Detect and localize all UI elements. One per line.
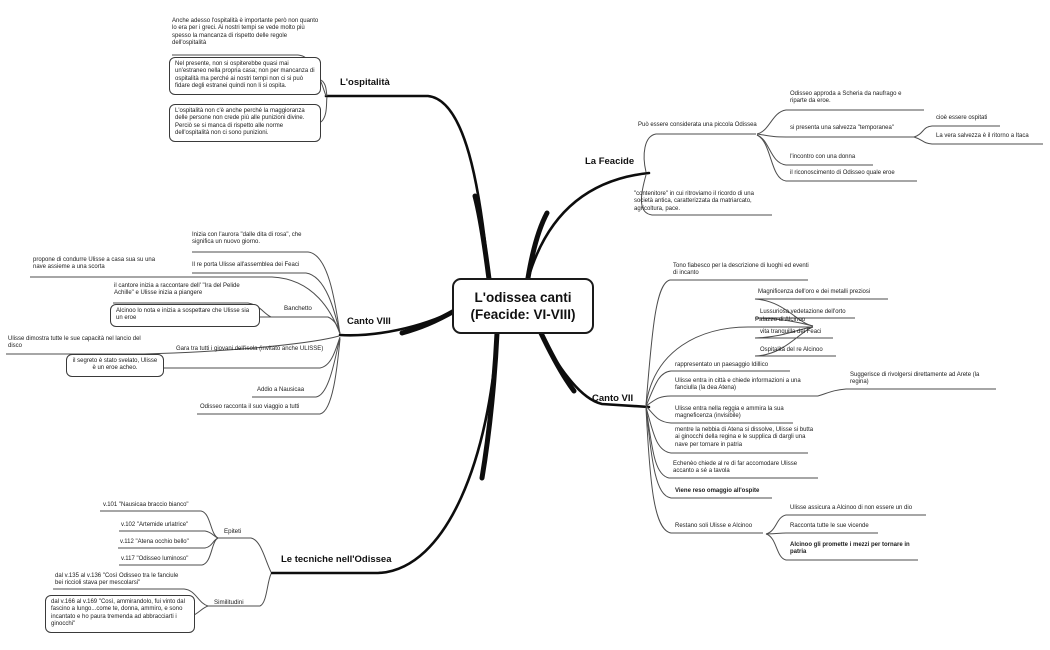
connector-suggerisce <box>818 389 996 396</box>
node-vera[interactable]: La vera salvezza è il ritorno a Itaca <box>936 133 1029 139</box>
connector-banchetto <box>271 317 340 333</box>
connector-vicende <box>766 533 878 534</box>
connector-tecniche-main <box>272 333 497 573</box>
node-cantore[interactable]: il cantore inizia a raccontare dell' "Ira del Pelide Achille" e Ulisse inizia a piangere <box>114 283 240 297</box>
node-similitudine-2[interactable]: dal v.166 al v.169 "Così, ammirandolo, fui vinto dal fascino a lungo...come te, donna, ammiro, e sono incantato e ho paura tremenda ad abbracciarti i ginocchi" <box>45 595 195 633</box>
node-gara[interactable]: Gara tra tutti i giovani dell'isola (invitato anche ULISSE) <box>176 346 324 352</box>
node-epiteti[interactable]: Epiteti <box>224 528 242 535</box>
node-citta[interactable]: Ulisse entra in città e chiede informazioni a una fanciulla (la dea Atena) <box>675 378 801 392</box>
node-racconta[interactable]: Odisseo racconta il suo viaggio a tutti <box>200 404 300 410</box>
node-epiteto-3[interactable]: v.112 "Atena occhio bello" <box>120 539 189 545</box>
connector-root-ospitalita <box>475 196 489 279</box>
node-alcinoo-nota[interactable]: Alcinoo lo nota e inizia a sospettare che Ulisse sia un eroe <box>110 304 260 327</box>
node-addio[interactable]: Addio a Nausicaa <box>257 387 305 393</box>
node-omaggio[interactable]: Viene reso omaggio all'ospite <box>675 488 760 494</box>
node-tono[interactable]: Tono fiabesco per la descrizione di luoghi ed eventi di incanto <box>673 263 809 277</box>
node-disco[interactable]: Ulisse dimostra tutte le sue capacità nel lancio del disco <box>8 336 141 350</box>
central-topic-line2: (Feacide: VI-VIII) <box>470 307 576 322</box>
node-propone[interactable]: propone di condurre Ulisse a casa sua su una nave assieme a una scorta <box>33 257 156 271</box>
connector-ospitalita-main <box>326 96 489 279</box>
node-vicende[interactable]: Racconta tutte le sue vicende <box>790 523 869 529</box>
branch-label-ospitalita[interactable]: L'ospitalità <box>340 77 390 88</box>
node-presente[interactable]: Nel presente, non si ospiterebbe quasi mai un'estraneo nella propria casa; non per mancanza di ospitalità ma perché ai nostri tempi non ci si può fidare degli estranei quindi non li si ospita. <box>169 57 321 95</box>
branch-label-canto8[interactable]: Canto VIII <box>347 316 391 327</box>
central-topic-line1: L'odissea canti <box>474 290 572 305</box>
connector-root-canto8 <box>402 310 456 333</box>
node-echeneo[interactable]: Echenèo chiede al re di far accomodare Ulisse accanto a sé a tavola <box>673 461 798 475</box>
node-promette[interactable]: Alcinoo gli promette i mezzi per tornare in patria <box>790 542 910 556</box>
node-epiteto-4[interactable]: v.117 "Odisseo luminoso" <box>121 556 189 562</box>
node-segreto[interactable]: il segreto è stato svelato, Ulisse è un eroe acheo. <box>66 354 164 377</box>
node-restano[interactable]: Restano soli Ulisse e Alcinoo <box>675 523 753 529</box>
branch-label-tecniche[interactable]: Le tecniche nell'Odissea <box>281 554 392 565</box>
node-punizioni[interactable]: L'ospitalità non c'è anche perché la maggioranza delle persone non crede più alle punizioni divine. Perciò se si manca di rispetto alle norme dell'ospitalità non ci sono punizioni. <box>169 104 321 142</box>
node-assemblea[interactable]: Il re porta Ulisse all'assemblea dei Feaci <box>192 262 300 268</box>
branch-label-feacide[interactable]: La Feacide <box>585 156 635 167</box>
branch-label-canto7[interactable]: Canto VII <box>592 393 634 404</box>
node-lussuriosa[interactable]: Lussuriosa vedetazione dell'orto <box>760 309 846 315</box>
connector-presente <box>321 80 327 96</box>
connector-feacide-main <box>528 173 649 279</box>
node-palazzo[interactable]: Palazzo di Alcinoo <box>755 316 806 323</box>
node-aurora[interactable]: Inizia con l'aurora "dalle dita di rosa", che significa un nuovo giorno. <box>192 232 302 246</box>
node-anche[interactable]: Anche adesso l'ospitalità è importante però non quanto lo era per i greci. Ai nostri tempi se vede molto più spesso la mancanza di rispetto delle regole dell'ospitalità <box>172 18 319 47</box>
connector-citta <box>646 396 818 406</box>
node-approda[interactable]: Odisseo approda a Scheria da naufrago e riparte da eroe. <box>790 91 902 105</box>
node-riconoscimento[interactable]: il riconoscimento di Odisseo quale eroe <box>790 170 895 176</box>
node-nebbia[interactable]: mentre la nebbia di Atena si dissolve, Ulisse si butta ai ginocchi della regina e le supplica di dargli una nave per tornare in patria <box>675 427 814 448</box>
connector-e2 <box>119 531 218 538</box>
node-salvezza[interactable]: si presenta una salvezza "temporanea" <box>790 125 894 131</box>
node-reggia[interactable]: Ulisse entra nella reggia e ammira la sua magneficenza (invisibile) <box>675 406 784 420</box>
node-ospitati[interactable]: cioè essere ospitati <box>936 115 988 121</box>
connector-root-feacide <box>528 213 547 278</box>
node-vita[interactable]: vita tranquilla dei Feaci <box>760 329 822 335</box>
node-assicura[interactable]: Ulisse assicura a Alcinoo di non essere un dio <box>790 505 913 511</box>
connector-epiteti <box>218 538 271 572</box>
connector-root-canto7 <box>540 331 574 391</box>
node-similitudine-1[interactable]: dal v.135 al v.136 "Così Odisseo tra le fanciule bei riccioli stava per mescolarsi" <box>55 573 179 587</box>
node-piccola[interactable]: Può essere considerata una piccola Odissea <box>638 122 757 128</box>
node-incontro[interactable]: l'incontro con una donna <box>790 154 856 160</box>
node-banchetto[interactable]: Banchetto <box>284 305 312 312</box>
node-epiteto-1[interactable]: v.101 "Nausicaa braccio bianco" <box>103 502 189 508</box>
node-similitudini[interactable]: Similitudini <box>214 599 244 606</box>
node-magnificenza[interactable]: Magnificenza dell'oro e dei metalli preziosi <box>758 289 871 295</box>
connector-salvezza <box>757 134 914 137</box>
node-ospitalita-re[interactable]: Ospitalità del re Alcinoo <box>760 347 823 353</box>
connector-punizioni <box>321 97 327 122</box>
connector-piccola <box>644 134 756 172</box>
node-epiteto-2[interactable]: v.102 "Artemide urlatrice" <box>121 522 189 528</box>
central-topic[interactable] <box>452 278 594 334</box>
connector-root-tecniche <box>482 333 497 478</box>
node-paesaggio[interactable]: rappresentato un paesaggio Idillico <box>675 362 769 368</box>
node-contenitore[interactable]: "contenitore" in cui ritroviamo il ricordo di una società antica, caratterizzata da matriarcato, agricoltura, pace. <box>634 191 754 212</box>
node-suggerisce[interactable]: Suggerisce di rivolgersi direttamente ad Arete (la regina) <box>850 372 980 386</box>
